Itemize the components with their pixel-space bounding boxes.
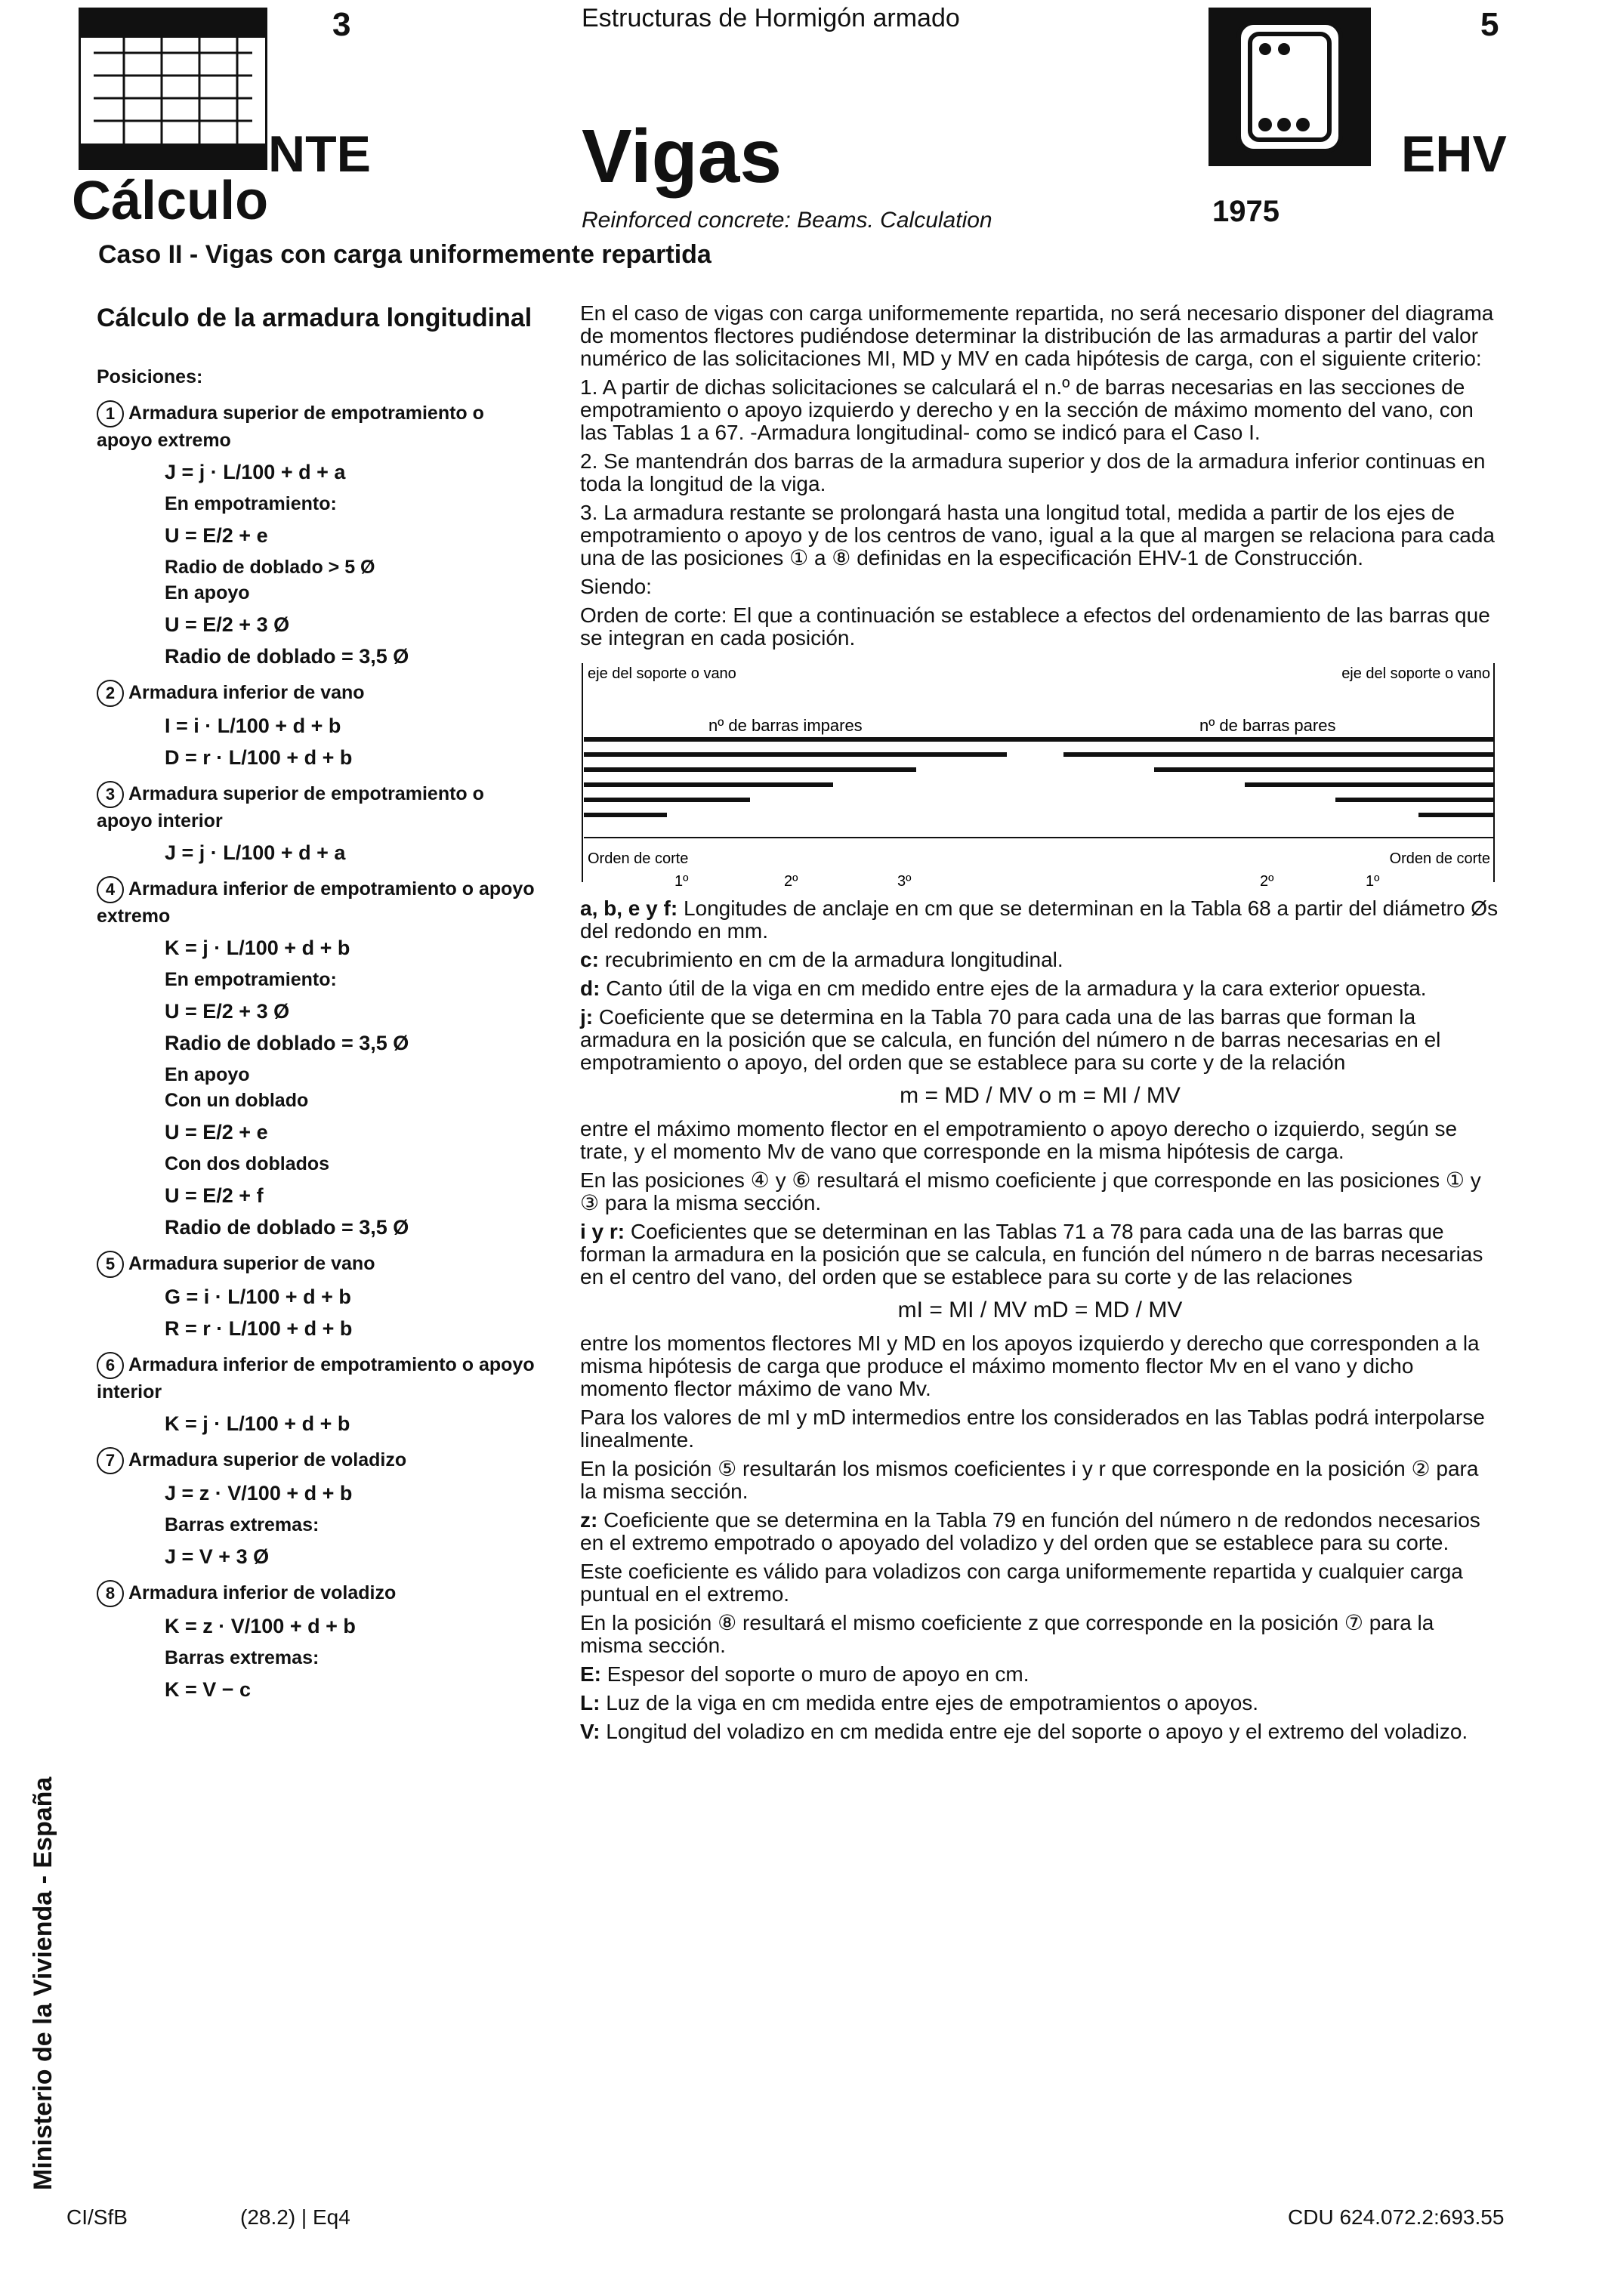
def-V-value: Longitud del voladizo en cm medida entre eje del soporte o apoyo y el extremo del voladizo. — [606, 1720, 1468, 1743]
j-continuation-2: En las posiciones ④ y ⑥ resultará el mismo coeficiente j que corresponde en las posiciones ① y ③ para la misma sección. — [580, 1168, 1481, 1214]
position-formula: En apoyo — [165, 582, 250, 603]
position-formula: Radio de doblado = 3,5 Ø — [165, 1032, 409, 1054]
position-formula: R = r · L/100 + d + b — [165, 1317, 353, 1340]
left-heading: Cálculo de la armadura longitudinal — [97, 304, 532, 332]
diagram-orden-left: Orden de corte — [588, 850, 689, 867]
position-formula: U = E/2 + f — [165, 1184, 264, 1207]
position-item — [97, 781, 535, 866]
position-formula: En empotramiento: — [165, 969, 337, 990]
diagram-eje-left: eje del soporte o vano — [588, 665, 736, 682]
def-L — [580, 1692, 1500, 1714]
page-title: Vigas — [582, 114, 782, 199]
header-nte: NTE — [268, 125, 371, 183]
position-title — [97, 1352, 535, 1405]
side-ministry — [21, 1662, 66, 2190]
mark-4: 2º — [1260, 873, 1274, 890]
position-title — [97, 1251, 535, 1278]
def-z-key: z: — [580, 1508, 598, 1532]
position-number: 6 — [97, 1352, 124, 1379]
position-title-text: Armadura superior de empotramiento o apoyo extremo — [97, 403, 484, 451]
mark-2: 2º — [784, 873, 798, 890]
left-column — [97, 302, 535, 1708]
header-right-number: 5 — [1480, 6, 1499, 43]
def-V-key: V: — [580, 1720, 600, 1743]
position-number: 2 — [97, 680, 124, 707]
formula-m: m = MD / MV o m = MI / MV — [900, 1083, 1181, 1108]
definitions — [580, 897, 1500, 1074]
definition-value: recubrimiento en cm de la armadura longitudinal. — [604, 948, 1063, 971]
definition — [580, 1006, 1500, 1074]
position-item — [97, 1251, 535, 1341]
def-z — [580, 1509, 1500, 1554]
position-title-text: Armadura superior de voladizo — [128, 1449, 407, 1470]
position-formula: I = i · L/100 + d + b — [165, 714, 341, 737]
diagram-orden-right: Orden de corte — [1389, 850, 1490, 867]
j-continuation: entre el máximo momento flector en el empotramiento o apoyo derecho o izquierdo, según se trate, y el momento Mv de vano que corresponde en la misma hipótesis de carga. — [580, 1117, 1458, 1163]
position-formula: K = V − c — [165, 1678, 252, 1701]
def-iyr — [580, 1221, 1500, 1288]
definition — [580, 897, 1500, 943]
siendo: Siendo: — [580, 575, 652, 598]
position-item — [97, 400, 535, 669]
position-title-text: Armadura inferior de voladizo — [128, 1582, 397, 1603]
footer-cdu: CDU 624.072.2:693.55 — [1288, 2205, 1505, 2229]
position-formula: En empotramiento: — [165, 493, 337, 514]
subtitle-english: Reinforced concrete: Beams. Calculation — [582, 208, 992, 233]
def-L-value: Luz de la viga en cm medida entre ejes de empotramientos o apoyos. — [606, 1691, 1259, 1714]
paragraph-2: 2. Se mantendrán dos barras de la armadura superior y dos de la armadura inferior continuas en toda la longitud de la viga. — [580, 449, 1486, 495]
def-E — [580, 1663, 1500, 1686]
intro: En el caso de vigas con carga uniformemente repartida, no será necesario disponer del diagrama de momentos flectores pudiéndose determinar la distribución de las armaduras a partir del valor numérico de las solicitaciones MI, MD y MV en cada hipótesis de carga, con el siguiente criterio: — [580, 301, 1494, 370]
position-formula: D = r · L/100 + d + b — [165, 746, 353, 769]
position-formula: En apoyo — [165, 1064, 250, 1085]
position-title-text: Armadura inferior de empotramiento o apoyo extremo — [97, 878, 535, 927]
nte-logo — [79, 8, 267, 170]
orden-de-corte: Orden de corte: El que a continuación se establece a efectos del ordenamiento de las barras que se integran en cada posición. — [580, 603, 1490, 650]
definition-value: Canto útil de la viga en cm medido entre ejes de la armadura y la cara exterior opuesta. — [606, 977, 1427, 1000]
header-calculo: Cálculo — [72, 171, 269, 231]
diagram-eje-right: eje del soporte o vano — [1341, 665, 1490, 682]
definition-value: Longitudes de anclaje en cm que se determinan en la Tabla 68 a partir del diámetro Øs del redondo en mm. — [580, 896, 1499, 943]
right-column — [580, 302, 1500, 1749]
position-item — [97, 876, 535, 1240]
position-formula: J = V + 3 Ø — [165, 1545, 270, 1568]
position-item — [97, 680, 535, 770]
position-number: 4 — [97, 876, 124, 903]
mark-5: 1º — [1366, 873, 1380, 890]
definition-key: a, b, e y f: — [580, 896, 678, 920]
position-formula: U = E/2 + e — [165, 524, 268, 547]
definition-key: c: — [580, 948, 599, 971]
cut-order-diagram — [580, 656, 1500, 890]
definition — [580, 949, 1500, 971]
diagram-impares: nº de barras impares — [708, 716, 863, 735]
position-title — [97, 781, 535, 834]
header-series: Estructuras de Hormigón armado — [582, 4, 960, 32]
position-formula: J = z · V/100 + d + b — [165, 1482, 353, 1504]
def-E-value: Espesor del soporte o muro de apoyo en cm. — [607, 1662, 1029, 1686]
position-title — [97, 876, 535, 929]
position-formula: Radio de doblado > 5 Ø — [165, 557, 375, 578]
footer-code: (28.2) | Eq4 — [240, 2205, 350, 2229]
definition — [580, 977, 1500, 1000]
position-title-text: Armadura inferior de empotramiento o apoyo interior — [97, 1354, 535, 1403]
paragraph-1: 1. A partir de dichas solicitaciones se calculará el n.º de barras necesarias en las secciones de empotramiento o apoyo izquierdo y derecho y en la sección de máximo momento del vano, con las Tablas 1 a 67. -Armadura longitudinal- como se indicó para el Caso I. — [580, 375, 1474, 444]
position-item — [97, 1352, 535, 1437]
definition-key: d: — [580, 977, 600, 1000]
position-item — [97, 1447, 535, 1569]
position-formula: Radio de doblado = 3,5 Ø — [165, 1216, 409, 1239]
iyr-continuation-2: Para los valores de mI y mD intermedios entre los considerados en las Tablas podrá interpolarse linealmente. — [580, 1406, 1485, 1452]
z-continuation: Este coeficiente es válido para voladizos con carga uniformemente repartida y cualquier carga puntual en el extremo. — [580, 1560, 1463, 1606]
position-formula: J = j · L/100 + d + a — [165, 841, 346, 864]
position-formula: Radio de doblado = 3,5 Ø — [165, 645, 409, 668]
side-ministry-text: Ministerio de la Vivienda - España — [29, 1776, 57, 2190]
position-number: 1 — [97, 400, 124, 427]
definition-value: Coeficiente que se determina en la Tabla 70 para cada una de las barras que forman la armadura en la posición que se calcula, en función del número n de barras necesarias en el empotramiento o apoyo, del orden que se establece para su corte y de la relación — [580, 1005, 1441, 1074]
paragraph-3: 3. La armadura restante se prolongará hasta una longitud total, medida a partir de los ejes de empotramiento o apoyo y de los centros de vano, igual a la que al margen se relaciona para cada una de las posiciones ① a ⑧ definidas en la especificación EHV-1 de Construcción. — [580, 501, 1495, 569]
position-formula: U = E/2 + 3 Ø — [165, 613, 290, 636]
position-formula: G = i · L/100 + d + b — [165, 1285, 351, 1308]
position-formula: K = z · V/100 + d + b — [165, 1615, 356, 1637]
position-title-text: Armadura superior de empotramiento o apoyo interior — [97, 783, 484, 832]
bars-group — [584, 737, 1494, 838]
ehv-logo — [1209, 8, 1371, 166]
position-title — [97, 1447, 535, 1474]
position-formula: U = E/2 + 3 Ø — [165, 1000, 290, 1023]
section-title: Caso II - Vigas con carga uniformemente repartida — [98, 240, 712, 269]
posiciones-label: Posiciones: — [97, 366, 203, 387]
def-V — [580, 1720, 1500, 1743]
mark-1: 1º — [674, 873, 689, 890]
position-formula: Con dos doblados — [165, 1153, 330, 1174]
definition-key: j: — [580, 1005, 594, 1029]
position-item — [97, 1580, 535, 1702]
position-title — [97, 1580, 535, 1607]
position-number: 8 — [97, 1580, 124, 1607]
mark-3: 3º — [897, 873, 912, 890]
header-year: 1975 — [1212, 195, 1280, 228]
position-title-text: Armadura inferior de vano — [128, 682, 365, 703]
def-iyr-value: Coeficientes que se determinan en las Tablas 71 a 78 para cada una de las barras que forman la armadura en la posición que se calcula, en función del número n de barras necesarias en el centro del vano, del orden que se establece para su corte y de las relaciones — [580, 1220, 1483, 1288]
def-E-key: E: — [580, 1662, 601, 1686]
def-L-key: L: — [580, 1691, 600, 1714]
iyr-continuation-3: En la posición ⑤ resultarán los mismos coeficientes i y r que corresponde en la posición ② para la misma sección. — [580, 1457, 1479, 1503]
position-number: 3 — [97, 781, 124, 808]
position-formula: Barras extremas: — [165, 1514, 319, 1535]
position-title — [97, 680, 535, 707]
header-ehv: EHV — [1401, 125, 1507, 183]
position-formula: Barras extremas: — [165, 1647, 319, 1668]
diagram-pares: nº de barras pares — [1199, 716, 1336, 735]
def-z-value: Coeficiente que se determina en la Tabla 79 en función del número n de redondos necesarios en el extremo empotrado o apoyado del voladizo y del orden que se establece para su corte. — [580, 1508, 1480, 1554]
footer-cisfb: CI/SfB — [66, 2205, 128, 2229]
position-number: 5 — [97, 1251, 124, 1278]
header-left-number: 3 — [332, 6, 351, 43]
positions-list — [97, 400, 535, 1702]
def-iyr-key: i y r: — [580, 1220, 625, 1243]
position-formula: U = E/2 + e — [165, 1121, 268, 1143]
position-formula: K = j · L/100 + d + b — [165, 937, 350, 959]
iyr-continuation: entre los momentos flectores MI y MD en los apoyos izquierdo y derecho que corresponden a la misma hipótesis de carga que produce el máximo momento flector Mv en el vano y dicho momento flector máximo de vano Mv. — [580, 1332, 1480, 1400]
position-number: 7 — [97, 1447, 124, 1474]
z-continuation-2: En la posición ⑧ resultará el mismo coeficiente z que corresponde en la posición ⑦ para la misma sección. — [580, 1611, 1434, 1657]
position-title — [97, 400, 535, 453]
position-formula: K = j · L/100 + d + b — [165, 1412, 350, 1435]
formula-mi: mI = MI / MV mD = MD / MV — [897, 1298, 1183, 1322]
position-title-text: Armadura superior de vano — [128, 1253, 375, 1274]
position-formula: J = j · L/100 + d + a — [165, 461, 346, 483]
diagram-marks — [674, 873, 1380, 890]
position-formula: Con un doblado — [165, 1090, 309, 1111]
